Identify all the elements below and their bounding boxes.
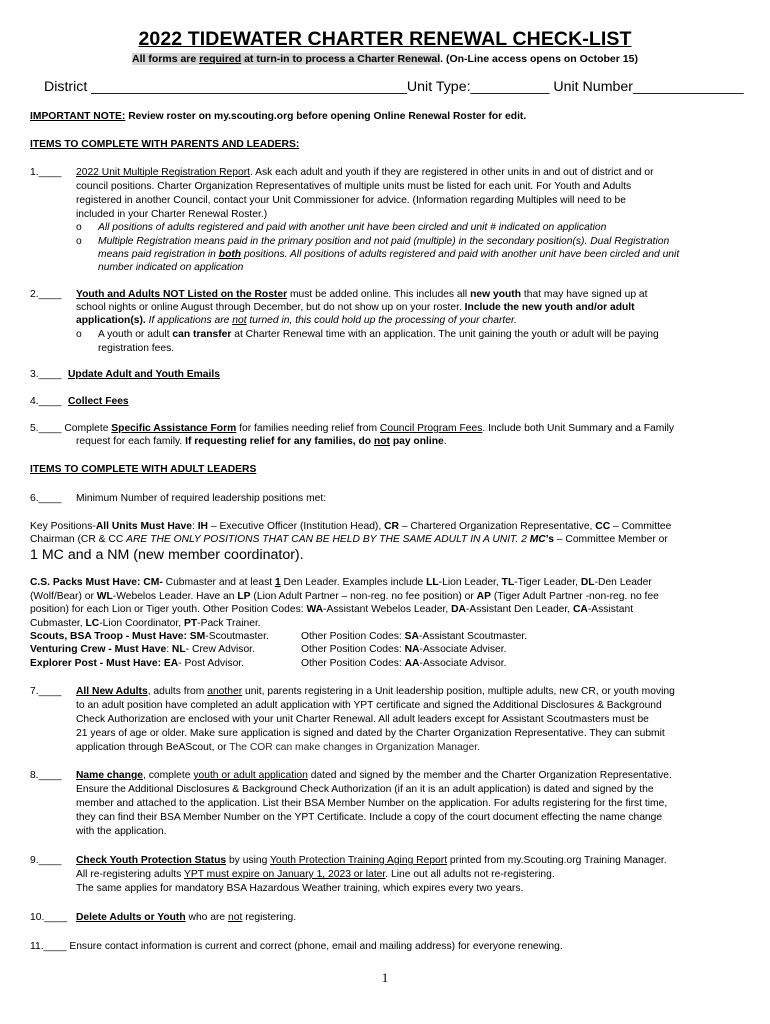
page-title: 2022 TIDEWATER CHARTER RENEWAL CHECK-LIST — [138, 28, 632, 50]
important-note: IMPORTANT NOTE: Review roster on my.scouting.org before opening Online Renewal Roster for edit. — [30, 111, 527, 122]
section-header-adult-leaders: ITEMS TO COMPLETE WITH ADULT LEADERS — [30, 464, 257, 475]
checklist-item-3: 3.____ Update Adult and Youth Emails — [30, 369, 220, 380]
checklist-item-4: 4.____ Collect Fees — [30, 396, 129, 407]
bullet-icon: o — [76, 329, 82, 340]
bullet-icon: o — [76, 222, 82, 233]
district-field: District ________________________________________ — [44, 79, 407, 95]
bullet-icon: o — [76, 236, 82, 247]
unit-number-field: Unit Number______________ — [553, 79, 744, 95]
page-number: 1 — [381, 970, 389, 985]
section-header-parents-leaders: ITEMS TO COMPLETE WITH PARENTS AND LEADERS: — [30, 139, 300, 150]
checklist-item-6: 6.____ Minimum Number of required leadership positions met: — [30, 493, 327, 504]
unit-type-field: Unit Type:__________ — [406, 79, 550, 95]
subtitle: All forms are required at turn-in to process a Charter Renewal. (On-Line access opens on October 15) — [132, 53, 638, 65]
checklist-item-11: 11.____ Ensure contact information is current and correct (phone, email and mailing address) for everyone renewing. — [30, 941, 563, 952]
unit-info-fields — [44, 78, 744, 96]
checklist-item-10: 10.____ Delete Adults or Youth who are not registering. — [30, 912, 297, 923]
document-page: 2022 TIDEWATER CHARTER RENEWAL CHECK-LIST All forms are required at turn-in to process a Charter Renewal. (On-Line access opens on October 15) District ________________________________________Unit Type:__________ Unit Number______________ IMPORTANT NOTE: Review roster on my.scouting.org before opening Online Renewal Roster for edit. ITEMS TO COMPLETE WITH PARENTS AND LEADERS: 1.____ 2022 Unit Multiple Registration Report. Ask each adult and youth if they are registered in other units in and out of district and or council positions. Charter Organization Representatives of multiple units must be listed for each unit. For Youth and Adults registered in another Council, contact your Unit Commissioner for advice. (Information regarding Multiples will need to be included in your Charter Renewal Roster.) o All positions of adults registered and paid with another unit have been circled and unit # indicated on application o Multiple Registration means paid in the primary position and not paid (multiple) in the secondary position(s). Dual Registration means paid registration in both positions. All positions of adults registered and paid with another unit have been circled and unit number indicated on application 2.____ Youth and Adults NOT Listed on the Roster must be added online. This includes all new youth that may have signed up at school nights or online August through December, but do not show up on your roster. Include the new youth and/or adult application(s). If applications are not turned in, this could hold up the processing of your charter. o A youth or adult can transfer at Charter Renewal time with an application. The unit gaining the youth or adult will be paying registration fees. 3.____ Update Adult and Youth Emails 4.____ Collect Fees 5.____ Complete Specific Assistance Form for families needing relief from Council Program Fees. Include both Unit Summary and a Family request for each family. If requesting relief for any families, do not pay online. ITEMS TO COMPLETE WITH ADULT LEADERS 6.____ Minimum Number of required leadership positions met: Key Positions-All Units Must Have: IH – Executive Officer (Institution Head), CR – Chartered Organization Representative, CC – Committee Chairman (CR & CC ARE THE ONLY POSITIONS THAT CAN BE HELD BY THE SAME ADULT IN A UNIT. 2 MC’s – Committee Member or 1 MC and a NM (new member coordinator). C.S. Packs Must Have: CM- Cubmaster and at least 1 Den Leader. Examples include LL-Lion Leader, TL-Tiger Leader, DL-Den Leader (Wolf/Bear) or WL-Webelos Leader. Have an LP (Lion Adult Partner – non-reg. no fee position) or AP (Tiger Adult Partner -non-reg. no fee position) for each Lion or Tiger youth. Other Position Codes: WA-Assistant Webelos Leader, DA-Assistant Den Leader, CA-Assistant Cubmaster, LC-Lion Coordinator, PT-Pack Trainer. Scouts, BSA Troop - Must Have: SM-Scoutmaster. Other Position Codes: SA-Assistant Scoutmaster. Venturing Crew - Must Have: NL- Crew Advisor. Other Position Codes: NA-Associate Adviser. Explorer Post - Must Have: EA- Post Advisor. Other Position Codes: AA-Associate Advisor. 7.____ All New Adults, adults from another unit, parents registering in a Unit leadership position, multiple adults, new CR, or youth moving to an adult position have completed an adult application with YPT certificate and signed the Additional Disclosures & Background Check Authorization are enclosed with your unit Charter Renewal. All adult leaders except for Assistant Scoutmasters must be 21 years of age or older. Make sure application is signed and dated by the Charter Organization Representative. They can submit application through BeAScout, or The COR can make changes in Organization Manager. 8.____ Name change, complete youth or adult application dated and signed by the member and the Charter Organization Representative. Ensure the Additional Disclosures & Background Check Authorization (if an it is an adult application) is dated and signed by the member and attached to the application. List their BSA Member Number on the application. For adults registering for the first time, they can find their BSA Member Number on the YPT Certificate. Include a copy of the court document effecting the name change with the application. 9.____ Check Youth Protection Status by using Youth Protection Training Aging Report printed from my.Scouting.org Training Manager. All re-registering adults YPT must expire on January 1, 2023 or later. Line out all adults not re-registering. The same applies for mandatory BSA Hazardous Weather training, which expires every two years. 10.____ Delete Adults or Youth who are not registering. 11.____ Ensure contact information is current and correct (phone, email and mailing address) for everyone renewing. 1 — [0, 0, 770, 1024]
